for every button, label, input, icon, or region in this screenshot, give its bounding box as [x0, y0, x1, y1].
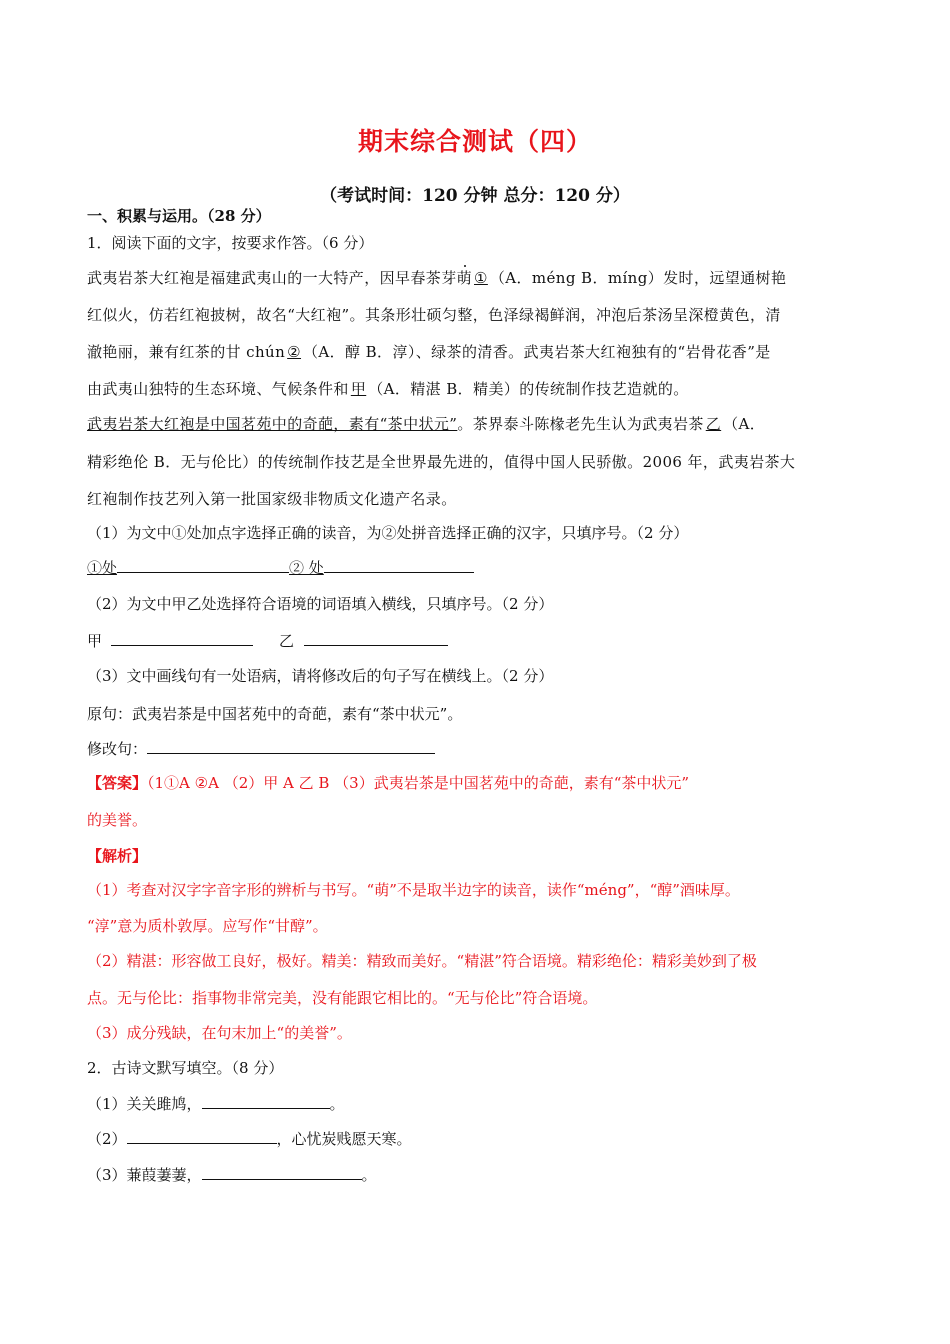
passage-line-6: 精彩绝伦 B．无与伦比）的传统制作技艺是全世界最先进的，值得中国人民骄傲。2006 年，武夷岩茶大 [87, 453, 796, 471]
analysis-line: （1）考查对汉字字音字形的辨析与书写。“萌”不是取半边字的读音，读作“méng”，“醇”酒味厚。 [87, 881, 740, 899]
dotted-char: 萌 [456, 269, 473, 287]
sub-question-1: （1）为文中①处加点字选择正确的读音，为②处拼音选择正确的汉字，只填序号。（2 分） [87, 524, 689, 542]
underlined-sentence: 武夷岩茶大红袍是中国茗苑中的奇葩，素有“茶中状元” [87, 415, 458, 433]
answer-tag: 【答案】 [87, 774, 148, 792]
original-sentence: 原句：武夷岩茶是中国茗苑中的奇葩，素有“茶中状元”。 [87, 705, 463, 723]
answer-blank[interactable] [127, 1129, 277, 1144]
passage-line-3: 澈艳丽，兼有红茶的甘 chún ② （A．醇 B．淳）、绿茶的清香。武夷岩茶大红袍独有的“岩骨花香”是 [87, 343, 771, 361]
answer-blank[interactable] [111, 631, 253, 646]
exam-info: （考试时间：120 分钟 总分：120 分） [320, 186, 630, 206]
passage-line-1: 武夷岩茶大红袍是福建武夷山的一大特产，因早春茶芽萌 ① （A．méng B．míng）发时，远望通树艳 [87, 269, 787, 287]
blank-1: ① [474, 269, 488, 287]
answer-blank[interactable] [202, 1094, 330, 1109]
poem-item-2: （2） ，心忧炭贱愿天寒。 [87, 1130, 412, 1148]
passage-line-5: 武夷岩茶大红袍是中国茗苑中的奇葩，素有“茶中状元”。茶界泰斗陈椽老先生认为武夷岩茶 乙 （A． [87, 415, 766, 433]
answer-blank[interactable] [324, 558, 474, 573]
passage-line-2: 红似火，仿若红袍披树，故名“大红袍”。其条形壮硕匀整，色泽绿褐鲜润，冲泡后茶汤呈深橙黄色，清 [87, 306, 781, 324]
analysis-line: （2）精湛：形容做工良好，极好。精美：精致而美好。“精湛”符合语境。精彩绝伦：精彩美妙到了极 [87, 952, 757, 970]
section-heading: 一、积累与运用。（28 分） [87, 207, 271, 225]
sub-question-3: （3）文中画线句有一处语病，请将修改后的句子写在横线上。（2 分） [87, 667, 554, 685]
sub-question-2: （2）为文中甲乙处选择符合语境的词语填入横线，只填序号。（2 分） [87, 595, 554, 613]
blank-2: ② [287, 343, 302, 361]
analysis-line: （3）成分残缺，在句末加上“的美誉”。 [87, 1024, 352, 1042]
answer-line-2: 甲 乙 [87, 631, 448, 651]
analysis-line: “淳”意为质朴敦厚。应写作“甘醇”。 [87, 917, 328, 935]
passage-line-4: 由武夷山独特的生态环境、气候条件和 甲 （A．精湛 B．精美）的传统制作技艺造就的。 [87, 380, 689, 398]
poem-item-1: （1）关关雎鸠， 。 [87, 1095, 345, 1113]
blank-jia: 甲 [350, 380, 367, 398]
answer-line: 【答案】（1①A ②A （2）甲 A 乙 B （3）武夷岩茶是中国茗苑中的奇葩，素有“茶中状元” [87, 774, 690, 792]
blank-yi: 乙 [705, 415, 722, 433]
page-title: 期末综合测试（四） [357, 127, 592, 156]
answer-blank[interactable] [117, 558, 289, 573]
answer-blank[interactable] [202, 1165, 362, 1180]
revised-sentence: 修改句： [87, 739, 435, 759]
answer-blank[interactable] [147, 739, 435, 754]
answer-line-cont: 的美誉。 [87, 811, 148, 829]
question-2-stem: 2．古诗文默写填空。（8 分） [87, 1059, 284, 1077]
analysis-tag: 【解析】 [87, 847, 148, 865]
answer-blank[interactable] [304, 631, 448, 646]
analysis-line: 点。无与伦比：指事物非常完美，没有能跟它相比的。“无与伦比”符合语境。 [87, 989, 598, 1007]
passage-line-7: 红袍制作技艺列入第一批国家级非物质文化遗产名录。 [87, 490, 457, 508]
question-1-stem: 1．阅读下面的文字，按要求作答。（6 分） [87, 234, 374, 252]
answer-line-1: ①处 ② 处 [87, 558, 474, 578]
poem-item-3: （3）蒹葭萋萋， 。 [87, 1166, 377, 1184]
